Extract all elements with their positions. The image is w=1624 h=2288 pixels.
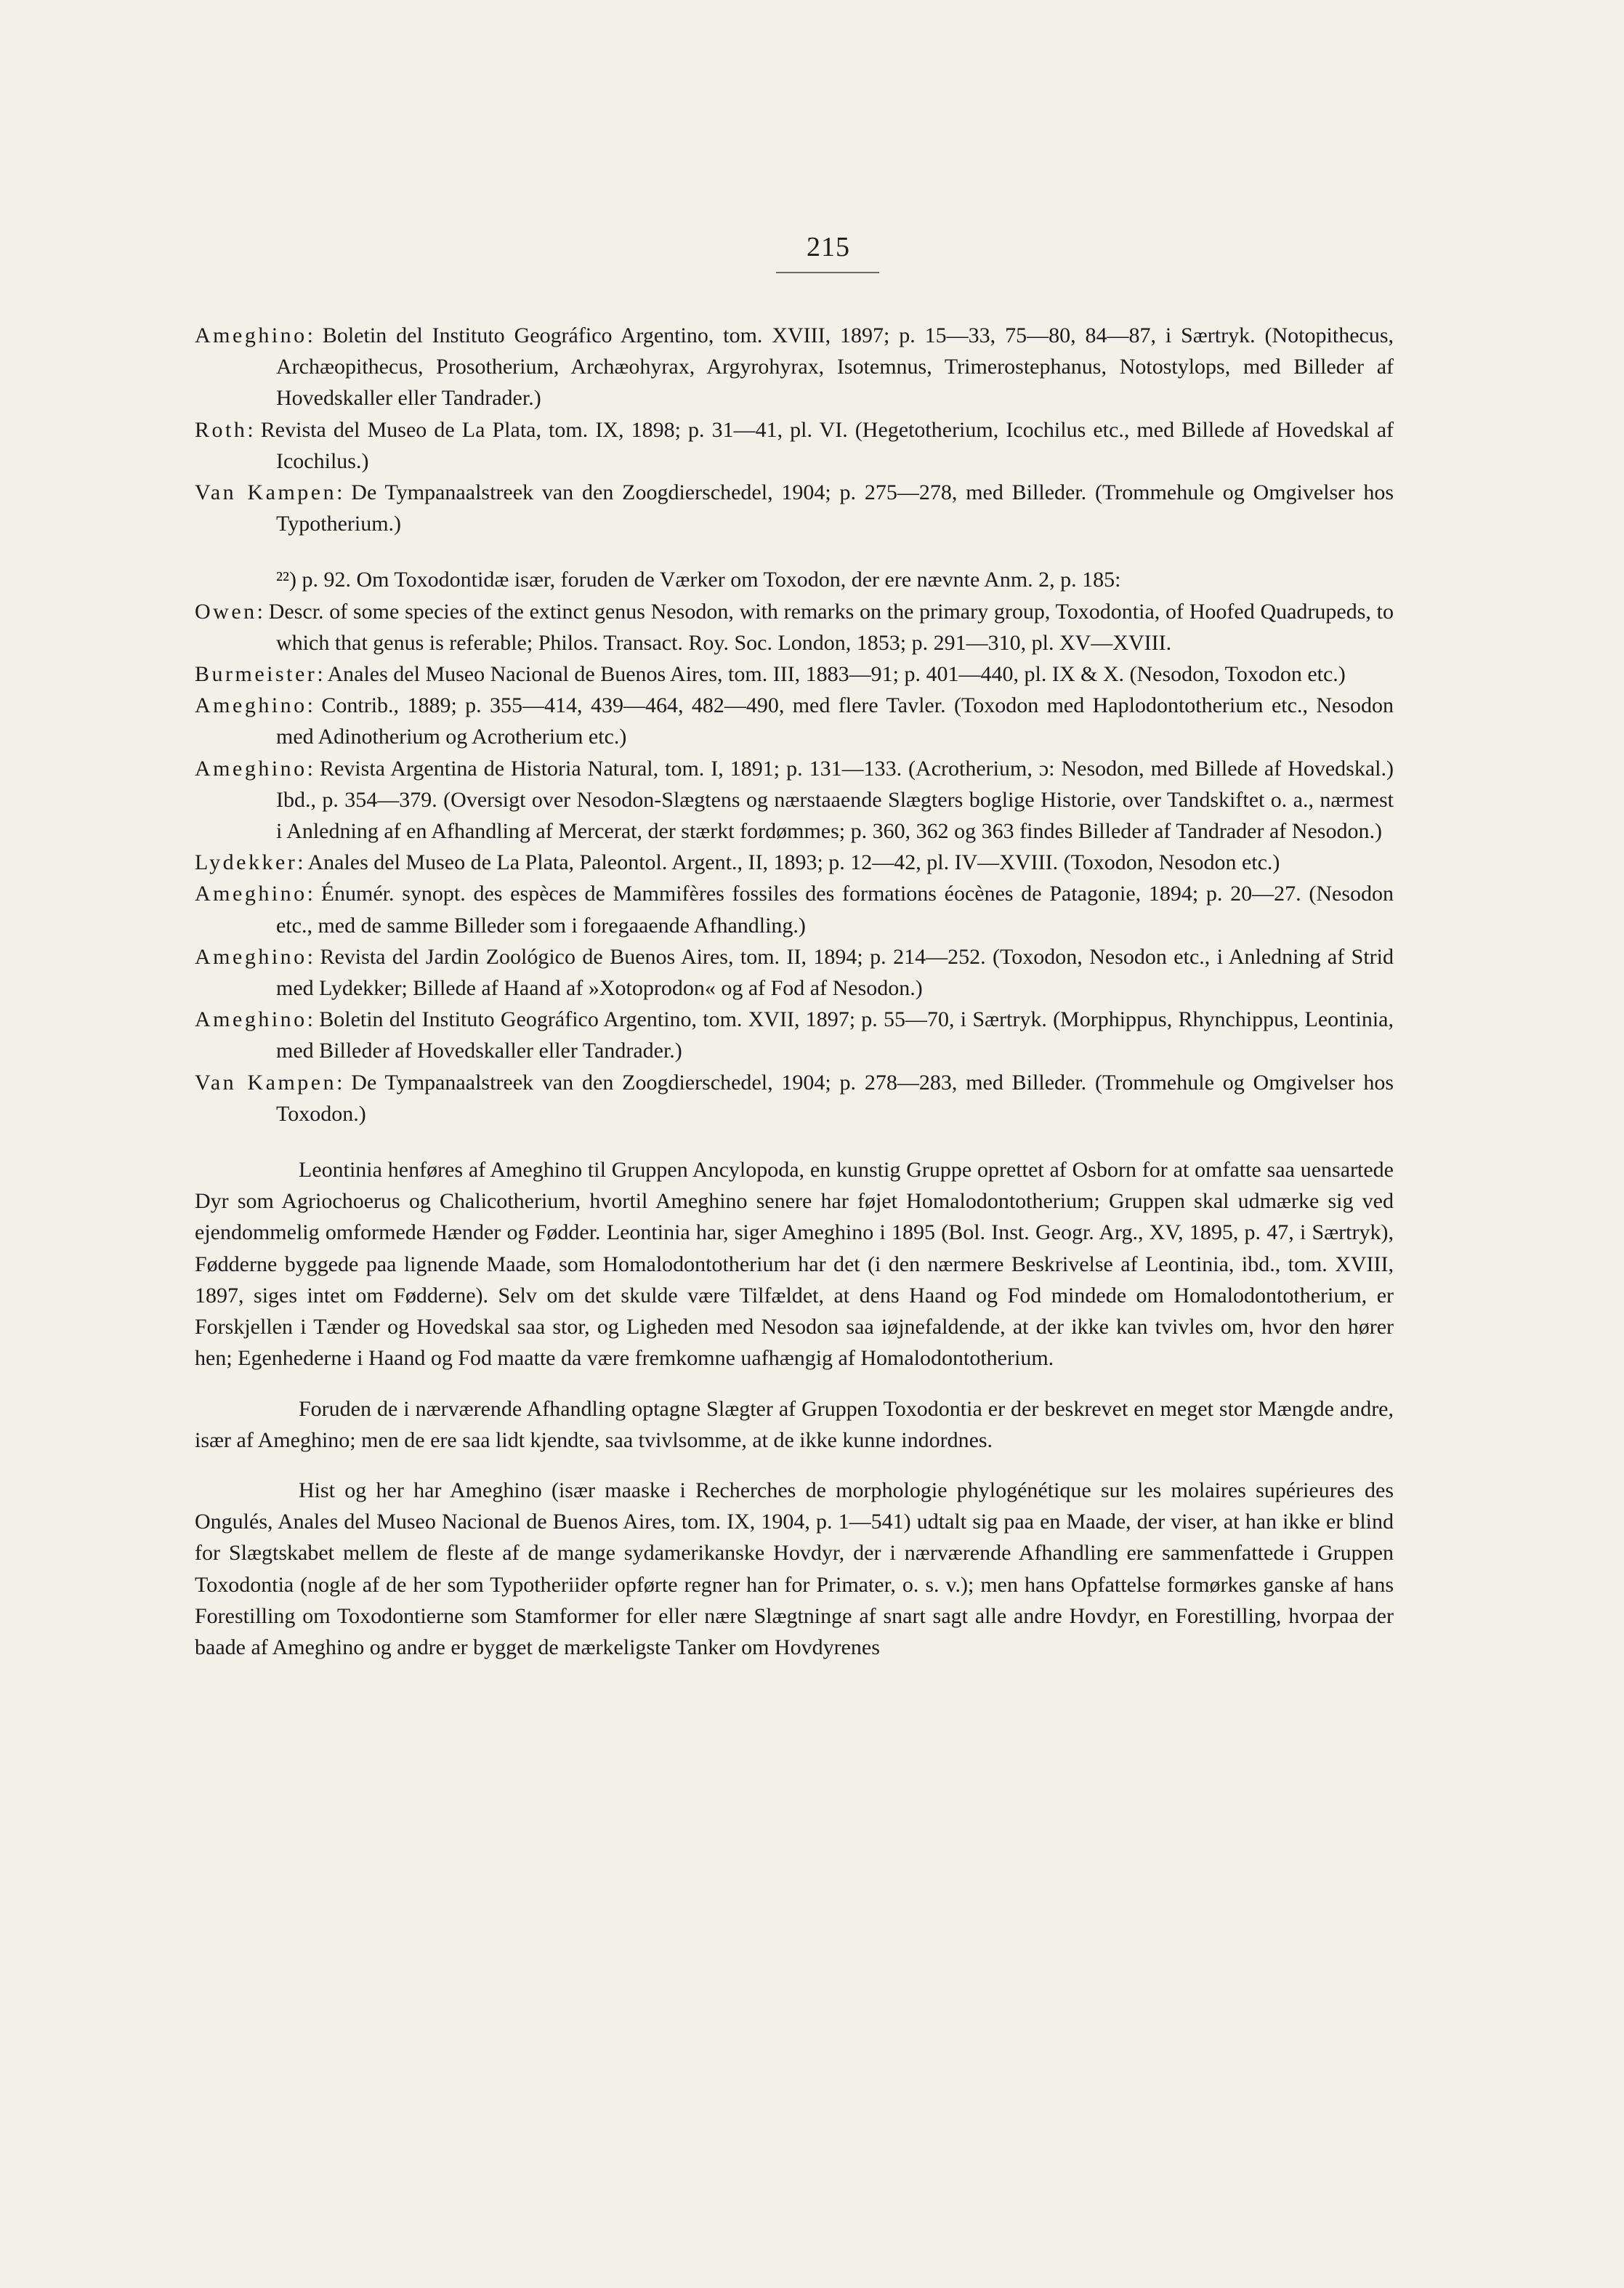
reference-text: : Contrib., 1889; p. 355—414, 439—464, 482—490, med flere Tavler. (Toxodon med Haplodontotherium etc., Nesodon med Adinotherium og Acrotherium etc.) — [276, 693, 1394, 749]
reference-text: : Revista Argentina de Historia Natural, tom. I, 1891; p. 131—133. (Acrotherium, ɔ: Nesodon, med Billede af Hovedskal.) Ibd., p. 354—379. (Oversigt over Nesodon-Slægtens og nærstaaende Slægters boglige Historie, over Tandskiftet o. a., nærmest i Anledning af en Afhandling af Mercerat, der stærkt fordømmes; p. 360, 362 og 363 findes Billeder af Tandrader af Nesodon.) — [276, 756, 1394, 844]
page-number: 215 — [807, 232, 850, 262]
reference-text: : Revista del Museo de La Plata, tom. IX, 1898; p. 31—41, pl. VI. (Hegetotherium, Icochilus etc., med Billede af Hovedskal af Icochilus.) — [247, 417, 1394, 473]
reference-entry — [195, 477, 1394, 539]
body-paragraph: Hist og her har Ameghino (især maaske i Recherches de morphologie phylogénétique sur les molaires supérieures des Ongulés, Anales del Museo Nacional de Buenos Aires, tom. IX, 1904, p. 1—541) udtalt sig paa en Maade, der viser, at han ikke er blind for Slægtskabet mellem de fleste af de mange sydamerikanske Hovdyr, der i nærværende Afhandling ere sammenfattede i Gruppen Toxodontia (nogle af de her som Typotheriider opførte regner han for Primater, o. s. v.); men hans Opfattelse formørkes ganske af hans Forestilling om Toxodontierne som Stamformer for eller nære Slægtninge af snart sagt alle andre Hovdyr, en Forestilling, hvorpaa der baade af Ameghino og andre er bygget de mærkeligste Tanker om Hovdyrenes — [195, 1478, 1394, 1659]
reference-text: : Anales del Museo de La Plata, Paleontol. Argent., II, 1893; p. 12—42, pl. IV—XVIII. (Toxodon, Nesodon etc.) — [297, 850, 1280, 875]
reference-entry — [195, 690, 1394, 752]
reference-entry — [195, 320, 1394, 414]
reference-entry — [195, 414, 1394, 477]
reference-entry — [195, 941, 1394, 1004]
reference-entry — [195, 878, 1394, 940]
body-paragraph: Foruden de i nærværende Afhandling optagne Slægter af Gruppen Toxodontia er der beskrevet en meget stor Mængde andre, især af Ameghino; men de ere saa lidt kjendte, saa tvivlsomme, at de ikke kunne indordnes. — [195, 1396, 1394, 1452]
reference-text: : Descr. of some species of the extinct genus Nesodon, with remarks on the primary group, Toxodontia, of Hoofed Quadrupeds, to which that genus is referable; Philos. Transact. Roy. Soc. London, 1853; p. 291—310, pl. XV—XVIII. — [256, 599, 1394, 655]
reference-author: Ameghino — [195, 944, 307, 969]
reference-author: Van Kampen — [195, 1070, 337, 1095]
reference-text: : De Tympanaalstreek van den Zoogdierschedel, 1904; p. 278—283, med Billeder. (Trommehule og Omgivelser hos Toxodon.) — [276, 1070, 1394, 1126]
reference-author: Ameghino — [195, 693, 307, 718]
reference-list-note-21 — [195, 320, 1394, 539]
reference-text: : Revista del Jardin Zoológico de Buenos Aires, tom. II, 1894; p. 214—252. (Toxodon, Nesodon etc., i Anledning af Strid med Lydekker; Billede af Haand af »Xotoprodon« og af Fod af Nesodon.) — [276, 944, 1394, 1001]
reference-author: Roth — [195, 417, 248, 442]
page-body — [195, 320, 1394, 1663]
reference-author: Van Kampen — [195, 480, 337, 505]
reference-author: Ameghino — [195, 1007, 307, 1032]
reference-text: : Anales del Museo Nacional de Buenos Aires, tom. III, 1883—91; p. 401—440, pl. IX & X. (Nesodon, Toxodon etc.) — [317, 662, 1346, 687]
page-number-rule — [776, 272, 879, 273]
reference-entry — [195, 753, 1394, 847]
reference-author: Ameghino — [195, 882, 307, 906]
reference-entry — [195, 658, 1394, 690]
reference-list-note-22 — [195, 596, 1394, 1129]
reference-author: Ameghino — [195, 323, 307, 347]
reference-text: : Boletin del Instituto Geográfico Argentino, tom. XVIII, 1897; p. 15—33, 75—80, 84—87, i Særtryk. (Notopithecus, Archæopithecus, Prosotherium, Archæohyrax, Argyrohyrax, Isotemnus, Trimerostephanus, Notostylops, med Billeder af Hovedskaller eller Tandrader.) — [276, 323, 1394, 411]
reference-entry — [195, 596, 1394, 658]
reference-author: Owen — [195, 599, 257, 624]
reference-entry — [195, 1067, 1394, 1129]
reference-text: : Énumér. synopt. des espèces de Mammifères fossiles des formations éocènes de Patagonie, 1894; p. 20—27. (Nesodon etc., med de samme Billeder som i foregaaende Afhandling.) — [276, 882, 1394, 938]
reference-text: : Boletin del Instituto Geográfico Argentino, tom. XVII, 1897; p. 55—70, i Særtryk. (Morphippus, Rhynchippus, Leontinia, med Billeder af Hovedskaller eller Tandrader.) — [276, 1007, 1394, 1063]
reference-author: Ameghino — [195, 756, 307, 781]
reference-author: Lydekker — [195, 850, 298, 875]
note-22-heading: ²²) p. 92. Om Toxodontidæ især, foruden de Værker om Toxodon, der ere nævnte Anm. 2, p. 185: — [276, 568, 1121, 592]
reference-author: Burmeister — [195, 662, 318, 687]
reference-text: : De Tympanaalstreek van den Zoogdierschedel, 1904; p. 275—278, med Billeder. (Trommehule og Omgivelser hos Typotherium.) — [276, 480, 1394, 536]
reference-entry — [195, 847, 1394, 878]
body-paragraph: Leontinia henføres af Ameghino til Gruppen Ancylopoda, en kunstig Gruppe oprettet af Osborn for at omfatte saa uensartede Dyr som Agriochoerus og Chalicotherium, hvortil Ameghino senere har føjet Homalodontotherium; Gruppen skal udmærke sig ved ejendommelig omformede Hænder og Fødder. Leontinia har, siger Ameghino i 1895 (Bol. Inst. Geogr. Arg., XV, 1895, p. 47, i Særtryk), Fødderne byggede paa lignende Maade, som Homalodontotherium har det (i den nærmere Beskrivelse af Leontinia, ibd., tom. XVIII, 1897, siges intet om Fødderne). Selv om det skulde være Tilfældet, at dens Haand og Fod mindede om Homalodontotherium, er Forskjellen i Tænder og Hovedskal saa stor, og Ligheden med Nesodon saa iøjnefaldende, at der ikke kan tvivles om, hvor den hører hen; Egenhederne i Haand og Fod maatte da være fremkomne uafhængig af Homalodontotherium. — [195, 1158, 1394, 1371]
reference-entry — [195, 1004, 1394, 1066]
